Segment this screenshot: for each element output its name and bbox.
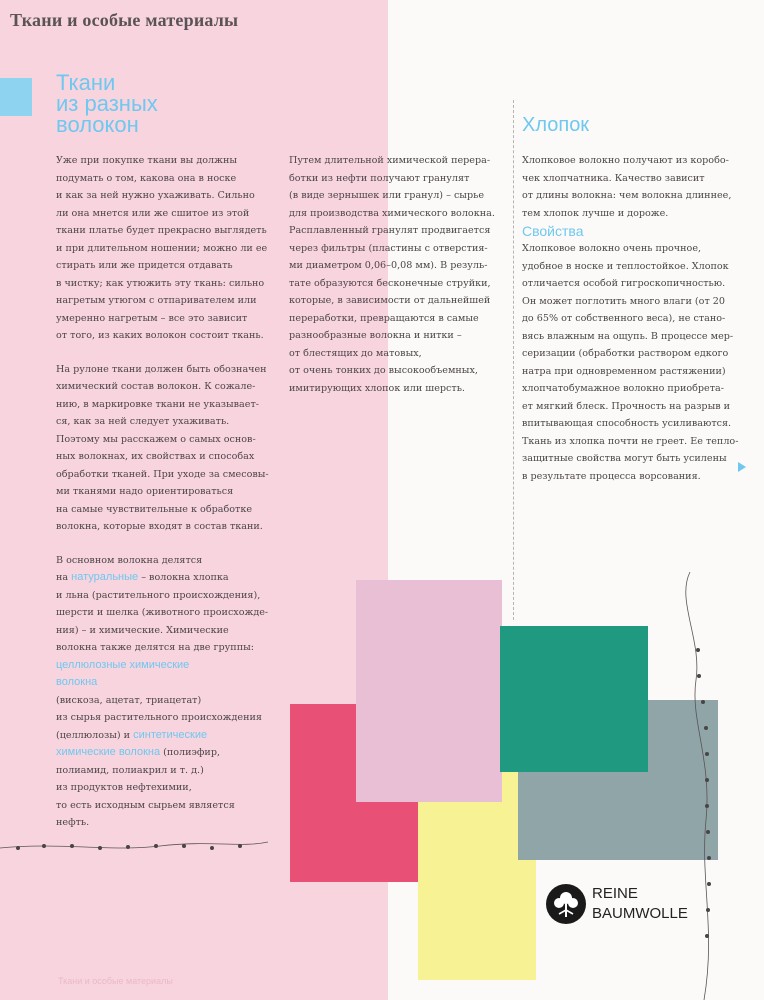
highlight-cellulose-cont: волокна xyxy=(56,676,98,688)
text-line: ми тканями надо ориентироваться xyxy=(56,486,234,497)
text-line: чек хлопчатника. Качество зависит xyxy=(522,172,705,184)
text-span: на xyxy=(56,572,72,583)
text-line: стирать или же придется отдавать xyxy=(56,260,233,271)
text-line: переработки, превращаются в самые xyxy=(289,312,479,324)
footer-running-title: Ткани и особые материалы xyxy=(58,976,173,986)
text-line: В основном волокна делятся xyxy=(56,554,203,566)
text-line: Уже при покупке ткани вы должны xyxy=(56,155,237,166)
properties-subtitle: Свойства xyxy=(522,223,584,239)
text-line: до 65% от собственного веса), не стано- xyxy=(522,313,726,324)
text-line: ли она мнется или же сшитое из этой xyxy=(56,207,250,219)
logo-line-1: REINE xyxy=(592,885,638,902)
text-line: (вискоза, ацетат, триацетат) xyxy=(56,694,202,706)
text-line: из продуктов нефтехимии, xyxy=(56,782,192,793)
text-line: от того, из каких волокон состоит ткань. xyxy=(56,330,264,341)
text-line: от очень тонких до высокообъемных, xyxy=(289,365,478,376)
text-line: удобное в носке и теплостойкое. Хлопок xyxy=(522,260,729,272)
text-line: тем хлопок лучше и дороже. xyxy=(522,207,669,219)
text-line: Хлопковое волокно получают из коробо- xyxy=(522,155,729,166)
text-line: защитные свойства могут быть усилены xyxy=(522,453,727,464)
text-line: которые, в зависимости от дальнейшей xyxy=(289,295,491,306)
text-line: химический состав волокон. К сожале- xyxy=(56,381,256,392)
logo-label xyxy=(592,884,688,924)
text-line: шерсти и шелка (животного происхожде- xyxy=(56,607,269,618)
text-line: тате образуются бесконечные струйки, xyxy=(289,277,491,289)
highlight-natural: натуральные xyxy=(71,571,139,583)
text-line: вясь влажным на ощупь. В процессе мер- xyxy=(522,330,734,342)
section-title-line: волокон xyxy=(56,112,139,137)
section-title-line: из разных xyxy=(56,91,158,116)
text-line: разнообразные волокна и нитки – xyxy=(289,330,462,341)
text-line: нефть. xyxy=(56,817,90,828)
text-line: то есть исходным сырьем является xyxy=(56,799,235,811)
text-line: ных волокнах, их свойствах и способах xyxy=(56,451,255,462)
highlight-synthetic-cont: химические волокна xyxy=(56,746,161,758)
text-line: из сырья растительного происхождения xyxy=(56,712,262,723)
text-line: На рулоне ткани должен быть обозначен xyxy=(56,363,267,375)
text-span: – волокна хлопка xyxy=(138,572,229,583)
text-line: натра при одновременном растяжении) xyxy=(522,365,726,377)
text-line: обработки тканей. При уходе за смесовы- xyxy=(56,468,269,480)
text-line: подумать о том, какова она в носке xyxy=(56,172,237,184)
cotton-logo-icon xyxy=(546,884,586,924)
text-line: отличается особой гигроскопичностью. xyxy=(522,278,726,289)
logo-line-2: BAUMWOLLE xyxy=(592,905,688,922)
page-header-title: Ткани и особые материалы xyxy=(10,10,239,30)
section-title-line: Ткани xyxy=(56,70,116,95)
text-line: серизации (обработки раствором едкого xyxy=(522,348,729,359)
text-line: хлопчатобумажное волокно приобрета- xyxy=(522,383,724,394)
text-line: и при длительном ношении; можно ли ее xyxy=(56,242,268,254)
text-line: волокна также делятся на две группы: xyxy=(56,642,254,653)
text-line: Хлопковое волокно очень прочное, xyxy=(522,243,702,254)
text-line: Поэтому мы расскажем о самых основ- xyxy=(56,433,256,445)
text-line: ет мягкий блеск. Прочность на разрыв и xyxy=(522,400,731,412)
text-line: Ткань из хлопка почти не греет. Ее тепло- xyxy=(522,435,739,447)
text-line: полиамид, полиакрил и т. д.) xyxy=(56,764,204,776)
text-line: (в виде зернышек или гранул) – сырье xyxy=(289,190,484,201)
text-line: для производства химического волокна. xyxy=(289,207,495,219)
highlight-cellulose: целлюлозные химические xyxy=(56,658,190,671)
text-span: (полиэфир, xyxy=(160,747,221,758)
text-line: в результате процесса ворсования. xyxy=(522,470,701,482)
text-line: Путем длительной химической перера- xyxy=(289,155,491,166)
text-line: имитирующих хлопок или шерсть. xyxy=(289,382,465,394)
text-line: от блестящих до матовых, xyxy=(289,347,422,359)
text-line: нагретым утюгом с отпаривателем или xyxy=(56,295,257,306)
text-line: Расплавленный гранулят продвигается xyxy=(289,225,491,236)
cotton-title: Хлопок xyxy=(522,114,590,136)
text-line: умеренно нагретым – все это зависит xyxy=(56,312,248,324)
text-line: ми диаметром 0,06–0,08 мм). В резуль- xyxy=(289,260,488,271)
text-line: на самые чувствительные к обработке xyxy=(56,503,252,515)
text-line: ботки из нефти получают гранулят xyxy=(289,172,470,184)
text-line: нию, в маркировке ткани не указывает- xyxy=(56,398,260,410)
highlight-synthetic: синтетические xyxy=(133,728,208,741)
text-line: ся, как за ней следует ухаживать. xyxy=(56,416,230,427)
text-line: в чистку; как утюжить эту ткань: сильно xyxy=(56,277,265,289)
text-line: впитывающая способность усиливаются. xyxy=(522,418,732,429)
text-line: и льна (растительного происхождения), xyxy=(56,589,261,601)
text-line: через фильтры (пластины с отверстия- xyxy=(289,242,488,254)
text-line: и как за ней нужно ухаживать. Сильно xyxy=(56,190,255,201)
text-line: ткани платье будет прекрасно выглядеть xyxy=(56,225,267,236)
text-line: от длины волокна: чем волокна длиннее, xyxy=(522,190,732,201)
text-span: (целлюлозы) и xyxy=(56,729,134,741)
text-line: Он может поглотить много влаги (от 20 xyxy=(522,295,726,307)
text-line: волокна, которые входят в состав ткани. xyxy=(56,521,263,532)
text-line: ния) – и химические. Химические xyxy=(56,624,229,636)
